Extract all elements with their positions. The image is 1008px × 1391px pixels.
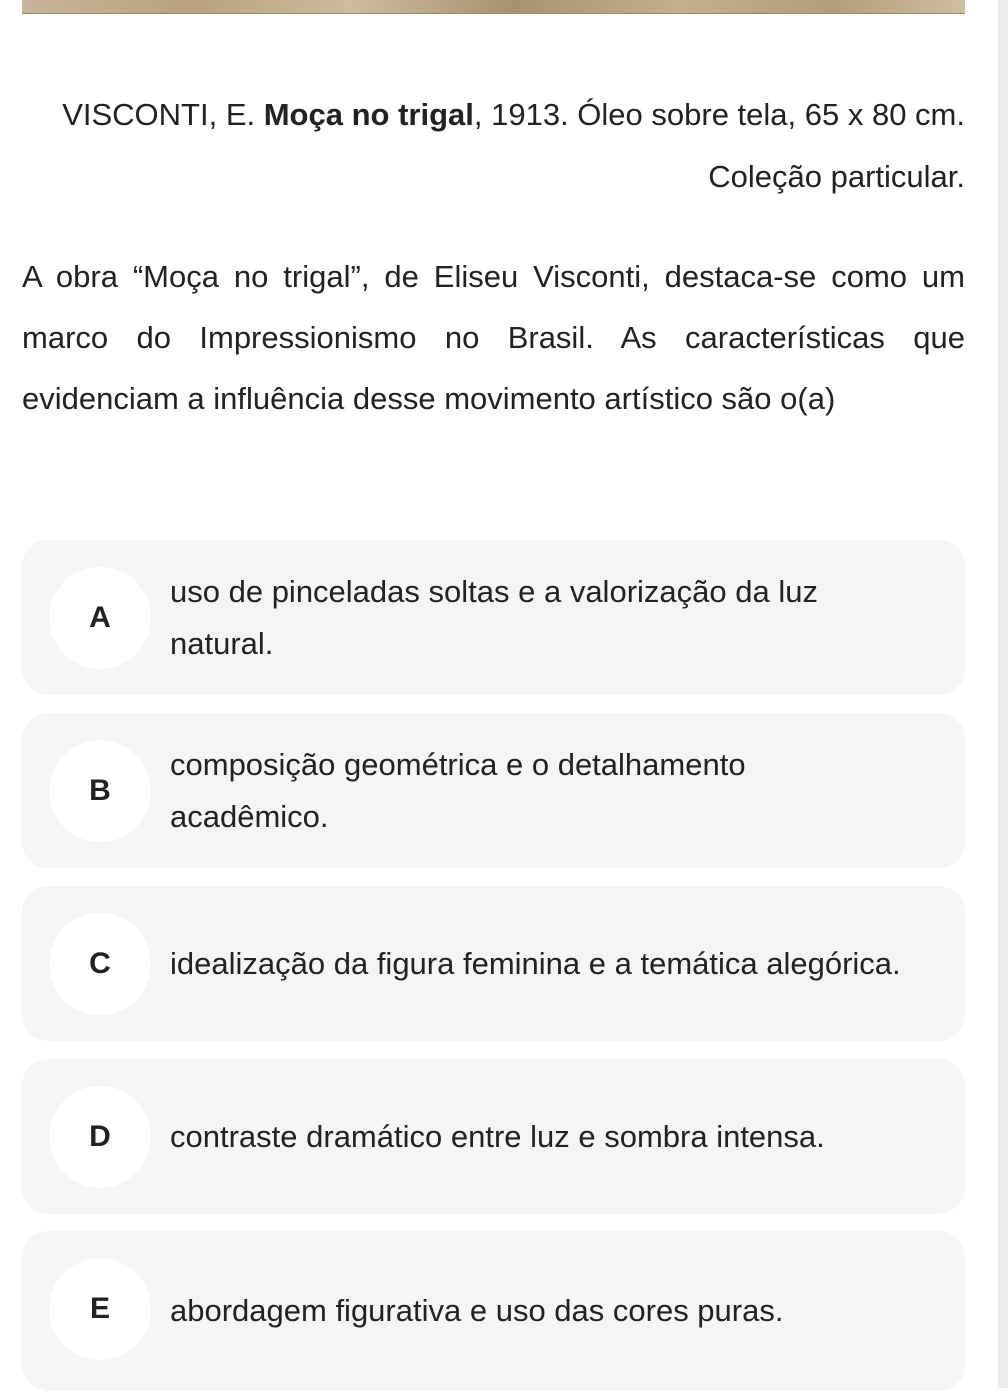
answer-option-d[interactable]: [22, 1059, 965, 1214]
answer-option-e[interactable]: [22, 1231, 965, 1391]
caption-details: , 1913. Óleo sobre tela, 65 x 80 cm. Coleção particular.: [473, 97, 965, 194]
option-letter-d: D: [49, 1086, 151, 1188]
option-text-d: contraste dramático entre luz e sombra intensa.: [170, 1118, 825, 1154]
question-statement: A obra “Moça no trigal”, de Eliseu Visconti, destaca-se como um marco do Impressionismo no Brasil. As características que evidenciam a influência desse movimento artístico são o(a): [22, 259, 965, 416]
option-text-e: abordagem figurativa e uso das cores puras.: [170, 1293, 784, 1328]
image-caption: [22, 84, 965, 208]
answer-option-c[interactable]: [22, 886, 965, 1041]
option-text-b: composição geométrica e o detalhamento acadêmico.: [170, 746, 746, 834]
option-text-a: uso de pinceladas soltas e a valorização da luz natural.: [170, 573, 818, 661]
option-letter-b: B: [49, 740, 151, 842]
scrollbar-track[interactable]: [998, 0, 1008, 1388]
caption-artwork-title: Moça no trigal: [263, 97, 474, 132]
answer-option-b[interactable]: [22, 713, 965, 868]
option-text-c: idealização da figura feminina e a temática alegórica.: [170, 945, 901, 981]
caption-author: VISCONTI, E.: [62, 97, 264, 132]
painting-image-bottom-edge: [22, 0, 965, 14]
scrollbar-thumb[interactable]: [998, 0, 1008, 1388]
answer-option-a[interactable]: [22, 540, 965, 695]
option-letter-c: C: [49, 913, 151, 1015]
option-letter-a: A: [49, 567, 151, 669]
option-letter-e: E: [49, 1258, 151, 1360]
